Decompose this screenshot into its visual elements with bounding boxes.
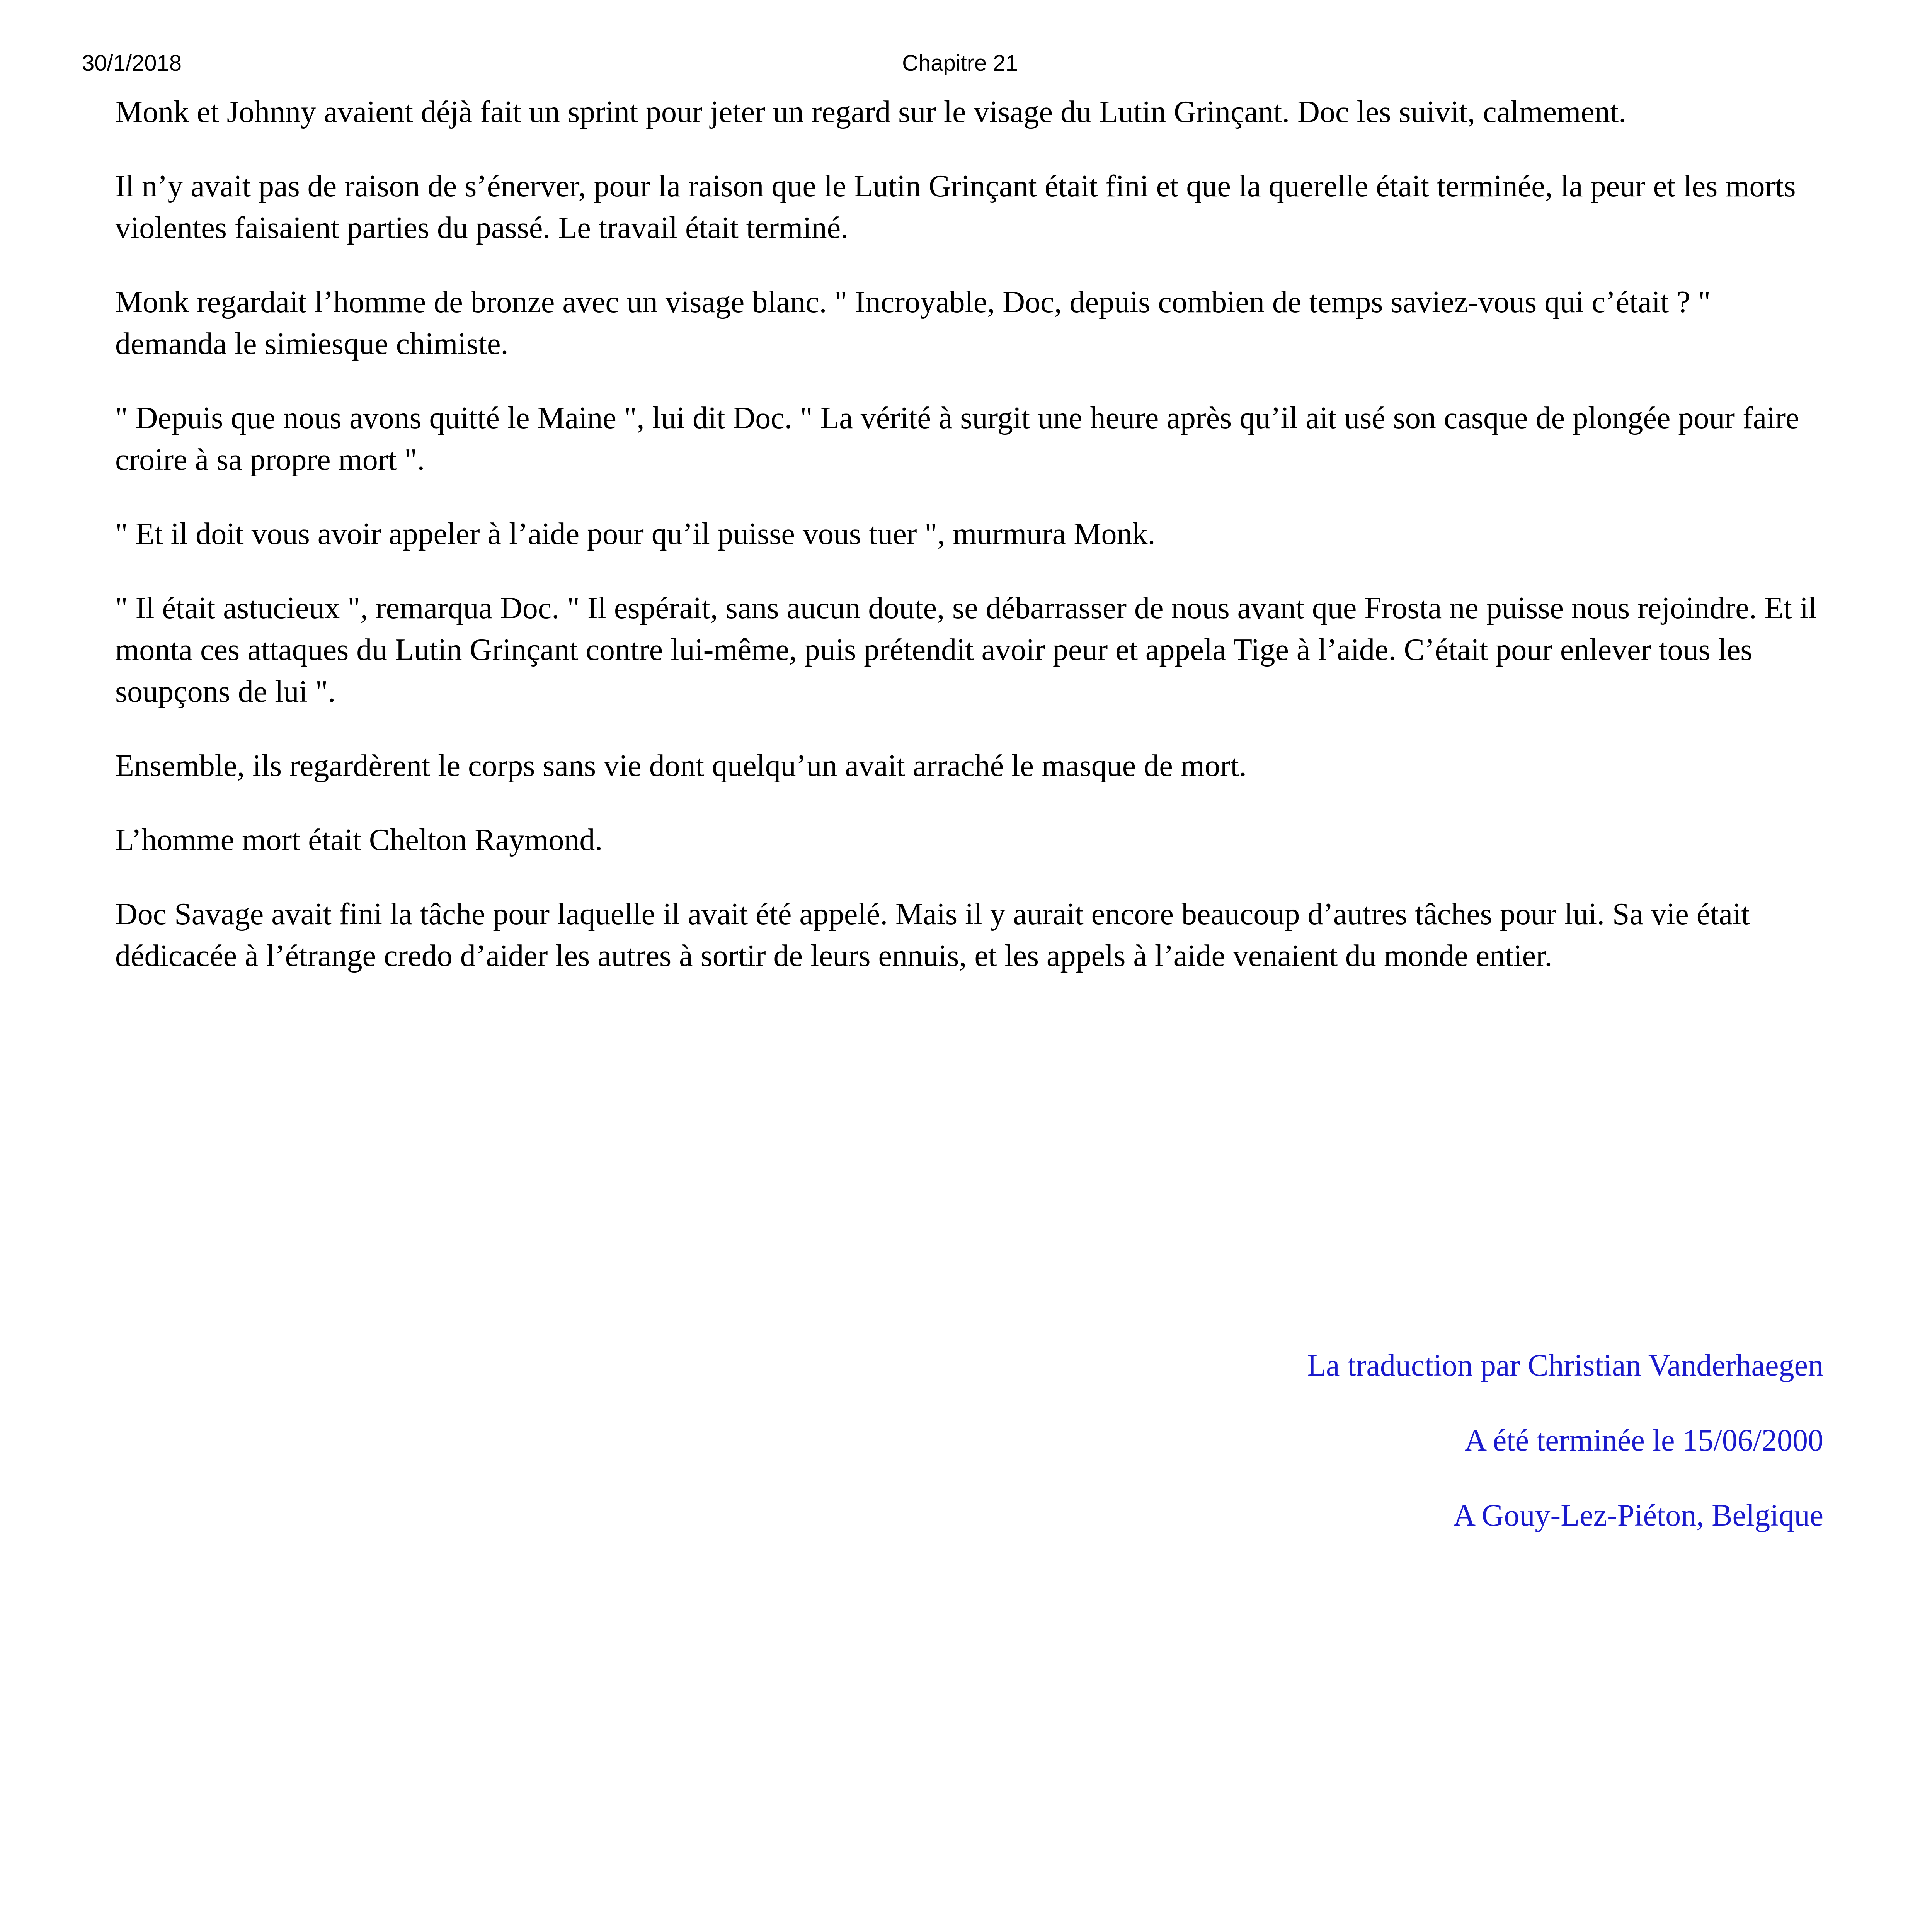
paragraph: Doc Savage avait fini la tâche pour laquelle il avait été appelé. Mais il y aurait encore beaucoup d’autres tâches pour lui. Sa vie était dédicacée à l’étrange credo d’aider les autres à sortir de leurs ennuis, et les appels à l’aide venaient du monde entier. — [115, 897, 1750, 973]
paragraph: Il n’y avait pas de raison de s’énerver, pour la raison que le Lutin Grinçant était fini et que la querelle était terminée, la peur et les morts violentes faisaient parties du passé. Le travail était terminé. — [115, 169, 1796, 245]
paragraph: Monk regardait l’homme de bronze avec un visage blanc. " Incroyable, Doc, depuis combien de temps saviez-vous qui c’était ? " demanda le simiesque chimiste. — [115, 285, 1711, 361]
translation-credits — [115, 1345, 1823, 1570]
credit-translator: La traduction par Christian Vanderhaegen — [1307, 1349, 1823, 1383]
paragraph: Ensemble, ils regardèrent le corps sans vie dont quelqu’un avait arraché le masque de mort. — [115, 749, 1247, 783]
paragraph: " Il était astucieux ", remarqua Doc. " Il espérait, sans aucun doute, se débarrasser de nous avant que Frosta ne puisse nous rejoindre. Et il monta ces attaques du Lutin Grinçant contre lui-même, puis prétendit avoir peur et appela Tige à l’aide. C’était pour enlever tous les soupçons de lui ". — [115, 591, 1817, 709]
paragraph: L’homme mort était Chelton Raymond. — [115, 823, 603, 857]
chapter-body — [115, 91, 1823, 1009]
paragraph: Monk et Johnny avaient déjà fait un sprint pour jeter un regard sur le visage du Lutin Grinçant. Doc les suivit, calmement. — [115, 95, 1627, 129]
paragraph: " Et il doit vous avoir appeler à l’aide pour qu’il puisse vous tuer ", murmura Monk. — [115, 517, 1156, 551]
credit-location: A Gouy-Lez-Piéton, Belgique — [1453, 1498, 1823, 1532]
print-header — [82, 50, 1838, 81]
page-title: Chapitre 21 — [902, 51, 1018, 76]
print-date: 30/1/2018 — [82, 51, 182, 76]
paragraph: " Depuis que nous avons quitté le Maine ", lui dit Doc. " La vérité à surgit une heure après qu’il ait usé son casque de plongée pour faire croire à sa propre mort ". — [115, 401, 1799, 477]
credit-date: A été terminée le 15/06/2000 — [1464, 1423, 1823, 1458]
